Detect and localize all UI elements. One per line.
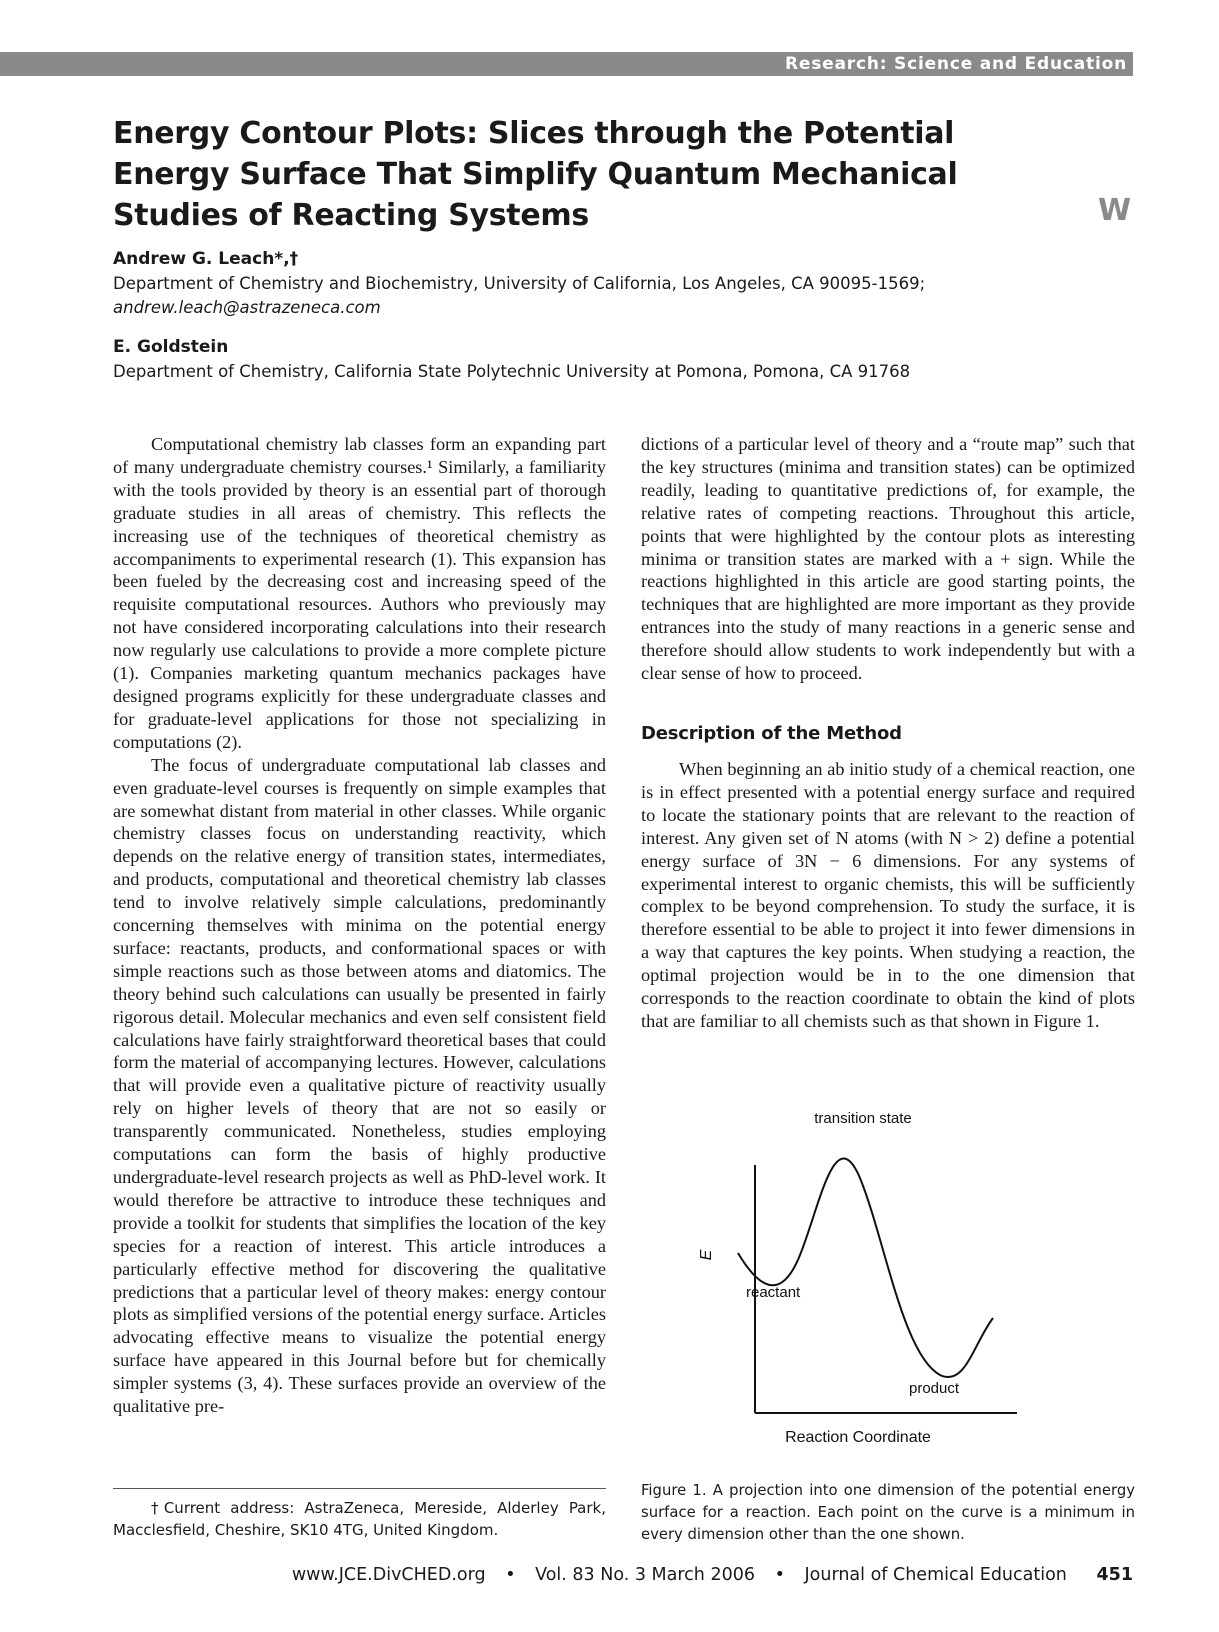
- x-axis-label: Reaction Coordinate: [785, 1429, 931, 1446]
- paragraph: The focus of undergraduate computational lab classes and even graduate-level courses is frequently on simple examples that are somewhat distant from material in other classes. While organic chemistry classes focus on understanding reactivity, which depends on the relative energy of transition states, intermediates, and products, computational and theoretical chemistry lab classes tend to involve relatively simple calculations, predominantly concerning themselves with minima on the potential energy surface: reactants, products, and conformational spaces or with simple reactions such as those between atoms and diatomics. The theory behind such calculations can usually be presented in fairly rigorous detail. Molecular mechanics and even self consistent field calculations have fairly straightforward theoretical bases that could form the material of accompanying lectures. However, calculations that will provide even a qualitative picture of reactivity usually rely on higher levels of theory that are not so easily or transparently communicated. Nonetheless, studies employing computations can form the basis of highly productive undergraduate-level research projects as well as PhD-level work. It would therefore be attractive to introduce these techniques and provide a toolkit for students that simplifies the location of the key species for a reaction of interest. This article introduces a particularly effective method for discovering the qualitative predictions that a particular level of theory makes: energy contour plots as simplified versions of the potential energy surface. Articles advocating effective means to visualize the potential energy surface have appeared in this Journal before but for chemically simpler systems (3, 4). These surfaces provide an overview of the qualitative pre-: [113, 754, 606, 1417]
- footnote-divider: [113, 1488, 606, 1489]
- page-footer: [0, 1565, 1133, 1585]
- figure-1-energy-diagram: [698, 1105, 1055, 1475]
- web-material-icon: W: [1098, 193, 1129, 228]
- paragraph: Computational chemistry lab classes form an expanding part of many undergraduate chemistry courses.¹ Similarly, a familiarity with the tools provided by theory is an essential part of thorough graduate studies in all areas of chemistry. This reflects the increasing use of the techniques of theoretical chemistry as accompaniments to experimental research (1). This expansion has been fueled by the decreasing cost and increasing speed of the requisite computational resources. Authors who previously may not have considered incorporating calculations into their research now regularly use calculations to provide a more complete picture (1). Companies marketing quantum mechanics packages have designed programs explicitly for these undergraduate classes and for graduate-level applications for those not specializing in computations (2).: [113, 434, 606, 752]
- author-name-leach: Andrew G. Leach*,†: [113, 249, 299, 269]
- section-label: Research: Science and Education: [785, 54, 1127, 74]
- body-right-column-bottom: [641, 758, 1135, 1033]
- body-left-column: [113, 433, 606, 1418]
- footer-separator: •: [505, 1565, 516, 1585]
- paragraph: dictions of a particular level of theory and a “route map” such that the key structures (minima and transition states) can be optimized readily, leading to quantitative predictions of, for example, the relative rates of competing reactions. Throughout this article, points that were highlighted by the contour plots as interesting minima or transition states are marked with a + sign. While the reactions highlighted in this article are good starting points, the techniques that are highlighted are more important as they provide entrances into the study of many reactions in a generic sense and therefore should allow students to work independently but with a clear sense of how to proceed.: [641, 434, 1135, 684]
- reactant-label: reactant: [746, 1284, 801, 1301]
- author-name-goldstein: E. Goldstein: [113, 337, 229, 357]
- footer-separator: •: [774, 1565, 785, 1585]
- transition-state-label: transition state: [814, 1110, 912, 1127]
- section-heading: Description of the Method: [641, 723, 902, 744]
- author-affiliation-leach: [113, 272, 1113, 320]
- author-email[interactable]: andrew.leach@astrazeneca.com: [113, 298, 381, 317]
- author-affiliation-goldstein: Department of Chemistry, California State Polytechnic University at Pomona, Pomona, CA 91768: [113, 362, 911, 381]
- energy-curve: [738, 1158, 993, 1377]
- body-right-column-top: [641, 433, 1135, 685]
- footer-volume: Vol. 83 No. 3 March 2006: [535, 1565, 755, 1585]
- article-title: Energy Contour Plots: Slices through the Potential Energy Surface That Simplify Quantum Mechanical Studies of Reacting Systems: [113, 116, 958, 233]
- product-label: product: [909, 1380, 960, 1397]
- page-number: 451: [1096, 1565, 1133, 1585]
- paragraph: When beginning an ab initio study of a chemical reaction, one is in effect presented with a potential energy surface and required to locate the stationary points that are relevant to the reaction of interest. Any given set of N atoms (with N > 2) define a potential energy surface of 3N − 6 dimensions. For any systems of experimental interest to organic chemists, this will be sufficiently complex to be beyond comprehension. To study the surface, it is therefore essential to be able to project it into fewer dimensions in a way that captures the key points. When studying a reaction, the optimal projection would be in to the one dimension that corresponds to the reaction coordinate to obtain the kind of plots that are familiar to all chemists such as that shown in Figure 1.: [641, 759, 1135, 1031]
- footer-website[interactable]: www.JCE.DivCHED.org: [291, 1565, 486, 1585]
- affiliation-text: Department of Chemistry and Biochemistry, University of California, Los Angeles, CA 90095-1569;: [113, 274, 926, 293]
- section-header-bar: [0, 52, 1133, 76]
- y-axis-label: E: [698, 1249, 715, 1261]
- footnote: †Current address: AstraZeneca, Mereside, Alderley Park, Macclesfield, Cheshire, SK10 4TG, United Kingdom.: [113, 1499, 606, 1539]
- footer-journal: Journal of Chemical Education: [804, 1565, 1067, 1585]
- figure-caption: Figure 1. A projection into one dimension of the potential energy surface for a reaction. Each point on the curve is a minimum in every dimension other than the one shown.: [641, 1482, 1135, 1543]
